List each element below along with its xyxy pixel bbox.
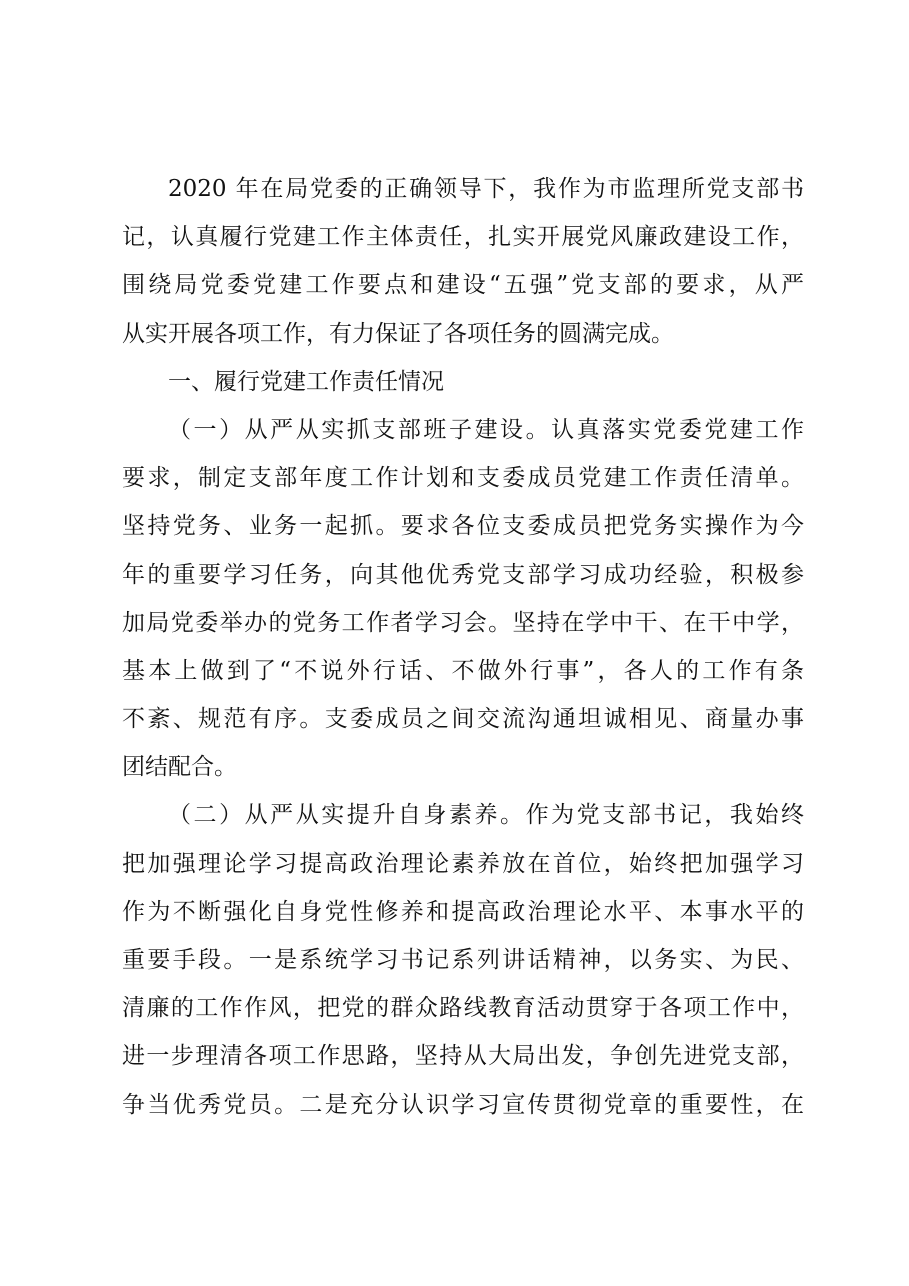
- paragraph-line: 基本上做到了“不说外行话、不做外行事”，各人的工作有条: [122, 657, 804, 684]
- paragraph-line: 把加强理论学习提高政治理论素养放在首位，始终把加强学习: [122, 850, 804, 877]
- paragraph-line: 不紊、规范有序。支委成员之间交流沟通坦诚相见、商量办事: [122, 706, 804, 733]
- paragraph-line: 进一步理清各项工作思路，坚持从大局出发，争创先进党支部，: [122, 1043, 804, 1070]
- section-heading: 一、履行党建工作责任情况: [168, 368, 444, 395]
- paragraph-line: （二）从严从实提升自身素养。作为党支部书记，我始终: [168, 802, 804, 829]
- paragraph-line: 加局党委举办的党务工作者学习会。坚持在学中干、在干中学，: [122, 609, 804, 636]
- paragraph-line: 2020 年在局党委的正确领导下，我作为市监理所党支部书: [168, 176, 804, 202]
- paragraph-line: （一）从严从实抓支部班子建设。认真落实党委党建工作: [168, 416, 804, 443]
- paragraph-line: 清廉的工作作风，把党的群众路线教育活动贯穿于各项工作中，: [122, 995, 804, 1022]
- document-body: [122, 165, 804, 1129]
- paragraph-line: 争当优秀党员。二是充分认识学习宣传贯彻党章的重要性，在: [122, 1091, 804, 1118]
- paragraph-line: 重要手段。一是系统学习书记系列讲话精神，以务实、为民、: [122, 947, 804, 973]
- paragraph-line: 围绕局党委党建工作要点和建设“五强”党支部的要求，从严: [122, 272, 804, 299]
- paragraph-line: 从实开展各项工作，有力保证了各项任务的圆满完成。: [122, 320, 674, 347]
- paragraph-line: 坚持党务、业务一起抓。要求各位支委成员把党务实操作为今: [122, 513, 804, 540]
- paragraph-line: 团结配合。: [122, 754, 237, 781]
- paragraph-line: 作为不断强化自身党性修养和提高政治理论水平、本事水平的: [122, 898, 804, 925]
- paragraph-line: 年的重要学习任务，向其他优秀党支部学习成功经验，积极参: [122, 561, 804, 588]
- paragraph-line: 记，认真履行党建工作主体责任，扎实开展党风廉政建设工作，: [122, 224, 804, 251]
- paragraph-line: 要求，制定支部年度工作计划和支委成员党建工作责任清单。: [122, 465, 804, 492]
